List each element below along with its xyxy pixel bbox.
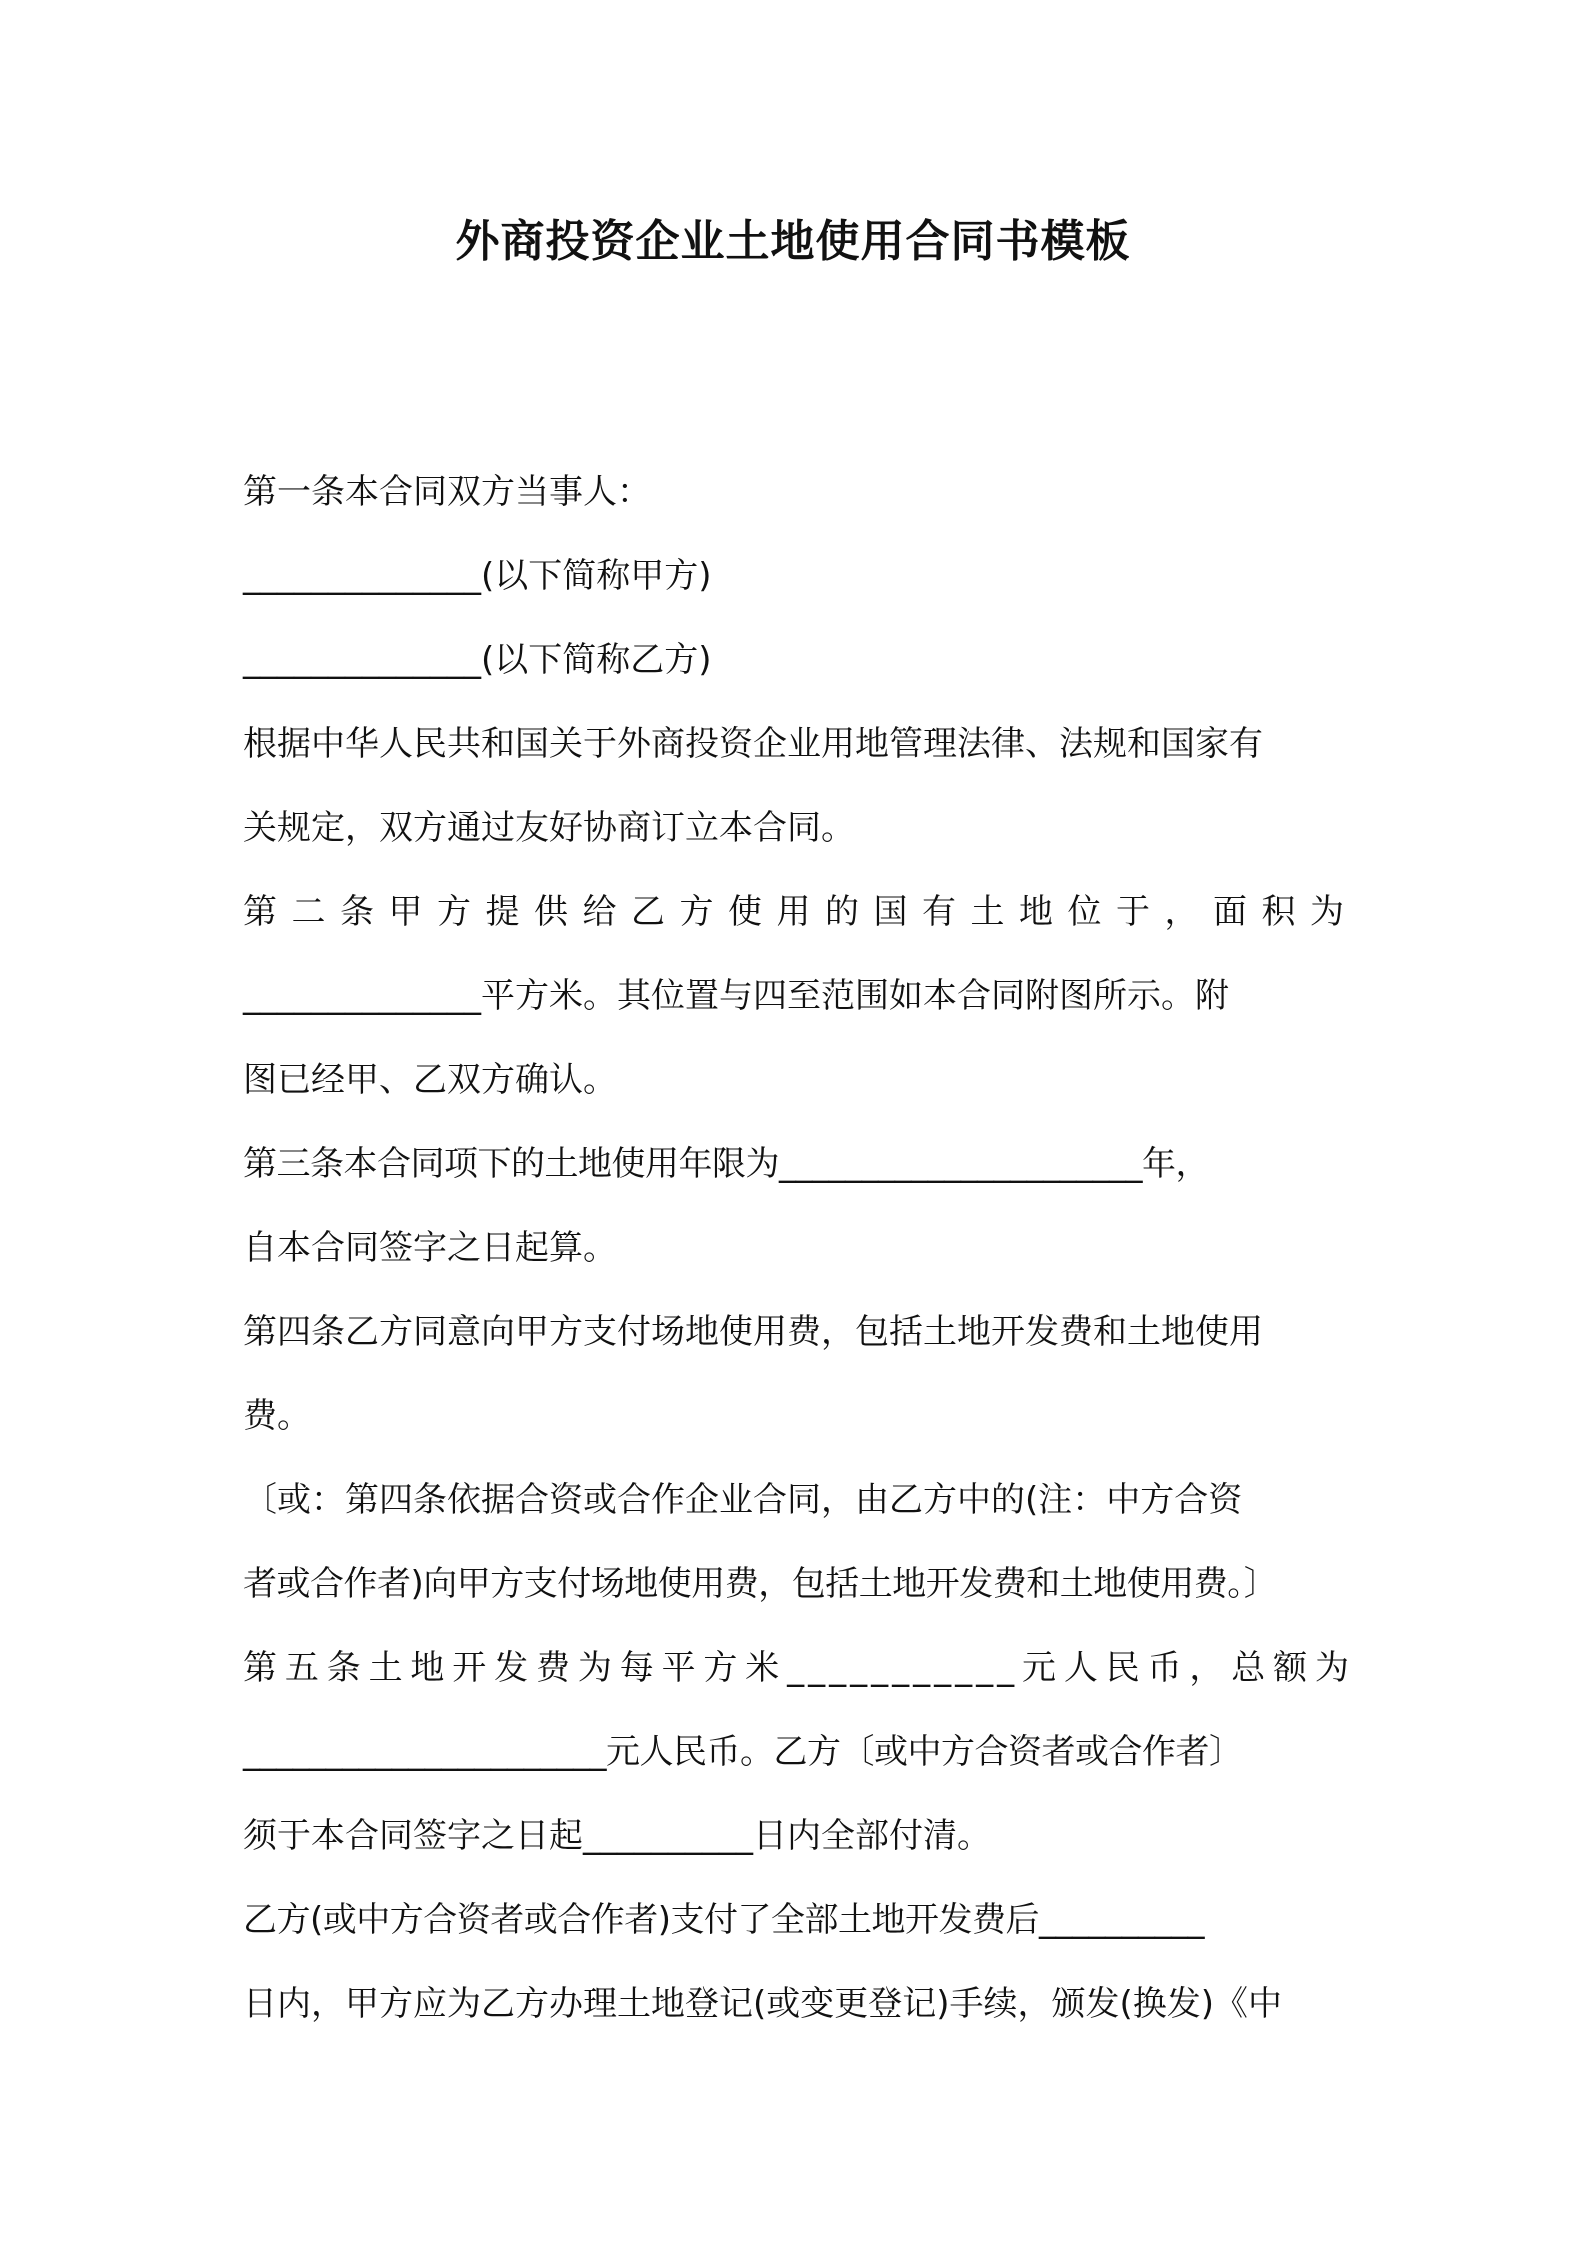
article-2-line-3: 图已经甲、乙双方确认。: [243, 1060, 617, 1100]
registration-line-2: 日内，甲方应为乙方办理土地登记(或变更登记)手续，颁发(换发)《中: [243, 1984, 1283, 2024]
article-3-line-1: 第三条本合同项下的土地使用年限为______________________年，: [243, 1144, 1209, 1184]
article-2-line-1: 第二条甲方提供给乙方使用的国有土地位于，面积为: [243, 892, 1353, 932]
article-5-line-2: ______________________元人民币。乙方〔或中方合资者或合作者〕: [243, 1732, 1243, 1772]
preamble-line-2: 关规定，双方通过友好协商订立本合同。: [243, 808, 855, 848]
document-title: 外商投资企业土地使用合同书模板: [455, 216, 1131, 267]
article-5-line-1: 第五条土地开发费为每平方米___________元人民币，总额为: [243, 1648, 1353, 1688]
article-4-alt-line-1: 〔或：第四条依据合资或合作企业合同，由乙方中的(注：中方合资: [243, 1480, 1243, 1520]
preamble-line-1: 根据中华人民共和国关于外商投资企业用地管理法律、法规和国家有: [243, 724, 1263, 764]
party-a-line: ______________(以下简称甲方): [243, 556, 712, 596]
article-1-heading: 第一条本合同双方当事人：: [243, 472, 651, 512]
party-b-line: ______________(以下简称乙方): [243, 640, 712, 680]
article-4-line-1: 第四条乙方同意向甲方支付场地使用费，包括土地开发费和土地使用: [243, 1312, 1263, 1352]
article-4-alt-line-2: 者或合作者)向甲方支付场地使用费，包括土地开发费和土地使用费。〕: [243, 1564, 1278, 1604]
registration-line-1: 乙方(或中方合资者或合作者)支付了全部土地开发费后__________: [243, 1900, 1205, 1940]
article-4-line-2: 费。: [243, 1396, 311, 1436]
article-2-line-2: ______________平方米。其位置与四至范围如本合同附图所示。附: [243, 976, 1229, 1016]
article-3-line-2: 自本合同签字之日起算。: [243, 1228, 617, 1268]
document-body: [243, 450, 1353, 2046]
article-5-line-3: 须于本合同签字之日起__________日内全部付清。: [243, 1816, 991, 1856]
